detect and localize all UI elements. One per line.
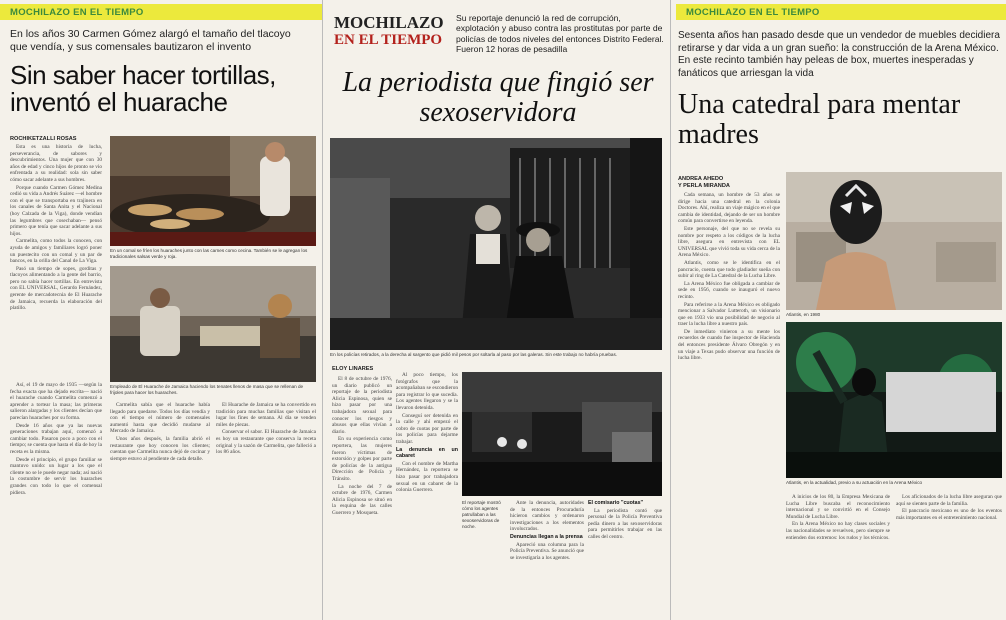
- photo-caption: Empleado de El Huarache de Jamaica haciendo los tenates llenos de masa que se rellenan de frijoles para hacer los huaraches.: [110, 384, 304, 395]
- paragraph: Desde 16 años que ya las nuevas generaciones trabajan aquí, comenzó a cambiar todo. Pasaron poco a poco con el tiempo; se cuenta que hasta el día de hoy la receta es la misma.: [10, 422, 102, 455]
- paragraph: Carmelita sabía que el huarache había llegado para quedarse. Todos los días vendía y con el tiempo el número de comensales aumentó hasta que decidió mudarse al Mercado de Jamaica.: [110, 402, 210, 435]
- body-column: [332, 376, 392, 620]
- paragraph: Pasó un tiempo de sopes, gorditas y tlacoyos alimentando a la gente del barrio, pero no sabía hacer tortillas. En entrevista con EL UNIVERSAL, Gerardo Fernández, gerente de mercadotecnia de El Huarache de Jamaica, recuerda la elaboración del platillo.: [10, 265, 102, 312]
- body-column: [216, 402, 316, 620]
- subhead: Denuncias llegan a la prensa: [510, 533, 583, 540]
- body-column: [678, 192, 780, 620]
- paragraph: El 8 de octubre de 1976, un diario publicó un reportaje de la periodista Alicia Espinosa, quien se hizo pasar por una trabajadora sexual para conocer los riesgos y abusos que ellas vivían a diario.: [332, 376, 392, 435]
- body-column: [786, 494, 890, 620]
- paragraph: Apareció una columna para la Policía Preventiva. Se anunció que se investigaría a los agentes.: [510, 541, 584, 561]
- kicker-bar: [676, 4, 1006, 20]
- paragraph: La periodista contó que personal de la Policía Preventiva pedía dinero a las sexoservidoras para permitirles trabajar en las calles del centro.: [588, 507, 662, 540]
- subhead: El comisario "cuotas": [588, 500, 644, 506]
- column-divider: [670, 0, 671, 620]
- article-deck: En los años 30 Carmen Gómez alargó el tamaño del tlacoyo que vendía, y sus comensales bautizaron el invento: [10, 28, 291, 53]
- body-column: [588, 500, 662, 620]
- paragraph: Así, el 19 de mayo de 1935 —según la fecha exacta que ha dejado escrita— nació el huarache cuando Carmelita comenzó a aprender a tortear la masa; las primeras salieron alargadas y los clientes decían que parecían huaraches por su forma.: [10, 382, 102, 421]
- paragraph: Desde el principio, el grupo familiar se mantuvo unido: un lugar a los que el cliente no se le puede negar nada; así nació la costumbre de servir los huaraches grandes con todo lo que el comensal pidiera.: [10, 456, 102, 496]
- paragraph: Conservar el sabor. El Huarache de Jamaica es hoy un restaurante que conserva la receta original y la sazón de Carmelita, que falleció a los 86 años.: [216, 429, 316, 456]
- body-column: [10, 382, 102, 620]
- body-column: [110, 402, 210, 620]
- paragraph: Al poco tiempo, los fotógrafos que la acompañaban se escondieron para registrar lo que sucedía. Los agentes llegaron y se la llevaron detenida.: [396, 372, 458, 411]
- byline: ELOY LINARES: [332, 366, 374, 372]
- paragraph: Atlantis, como se le identifica en el pancracio, cuenta que todo gladiador sueña con subir al ring de La Catedral de la Lucha Libre.: [678, 259, 780, 280]
- paragraph: Para referirse a la Arena México es obligado mencionar a Salvador Lutteroth, un visionario que en 1933 vio una posibilidad de negocio al traer la lucha libre a nuestro país.: [678, 301, 780, 328]
- paragraph: El Huarache de Jamaica se ha convertido en tradición para muchas familias que visitan el lugar los fines de semana. Al día se venden miles de piezas.: [216, 402, 316, 428]
- article-headline: Una catedral para mentar madres: [678, 89, 961, 150]
- article-headline: La periodista que fingió ser sexoservidora: [342, 67, 654, 128]
- section-kicker: MOCHILAZO EN EL TIEMPO: [686, 6, 820, 18]
- paragraph: Con el nombre de Martha Hernández, la reportera se hizo pasar por trabajadora sexual en un cabaret de la colonia Guerrero.: [396, 460, 458, 494]
- kicker-bar: [0, 4, 322, 20]
- photo-atlantis-arena: [786, 322, 1002, 478]
- paragraph: Cada semana, un hombre de 53 años se dirige hacia una catedral en la colonia Doctores. Ahí, realiza un viaje mágico en el que cambia de identidad, dejando de ser un hombre común para convertirse en leyenda.: [678, 192, 780, 225]
- byline: ROCHIKETZALLI ROSAS: [10, 136, 77, 142]
- body-column: [10, 144, 102, 380]
- paragraph: A inicios de los 80, la Empresa Mexicana de Lucha Libre buscaba el reconocimiento internacional y se convirtió en el Consejo Mundial de Lucha Libre.: [786, 494, 890, 520]
- kicker-line-2: EN EL TIEMPO: [334, 32, 443, 48]
- paragraph: Unos años después, la familia abrió el restaurante que hoy conocen los clientes; cuentan que Carmelita nunca dejó de cocinar y siempre estuvo al pendiente de cada detalle.: [110, 435, 210, 462]
- photo-comal-cooking: [110, 136, 316, 246]
- paragraph: De inmediato vinieron a su mente los recuerdos de cuando fue inspector de Hacienda del entonces presidente Álvaro Obregón y en un viaje a Texas pudo observar una función de lucha libre.: [678, 328, 780, 362]
- photo-caption: El reportaje mostró cómo los agentes patrullaban a las sexoservidoras de noche.: [462, 500, 501, 529]
- section-kicker: MOCHILAZO EN EL TIEMPO: [10, 6, 144, 18]
- body-column: [396, 372, 458, 620]
- photo-caption: Atlantis, en 1980: [786, 312, 821, 317]
- article-headline: Sin saber hacer tortillas, inventó el huarache: [10, 60, 276, 117]
- paragraph: Carmelita, como todos la conocen, con ayuda de amigos y familiares logró poner un puestecito con un comal y un par de bancos, en la orilla del Canal de La Viga.: [10, 238, 102, 265]
- article-periodista: [324, 0, 668, 620]
- article-deck: Su reportaje denunció la red de corrupción, explotación y abuso contra las prostitutas por parte de policías de todos niveles del entonces Distrito Federal. Fueron 12 horas de pesadilla: [456, 13, 664, 55]
- subhead: La denuncia en un cabaret: [396, 446, 458, 460]
- paragraph: Los aficionados de la lucha libre aseguran que aquí se sienten parte de la familia.: [896, 494, 1002, 507]
- byline: Y PERLA MIRANDA: [678, 183, 730, 189]
- photo-periodista-policias: [330, 138, 662, 350]
- byline: ANDREA AHEDO: [678, 176, 724, 182]
- paragraph: Porque cuando Carmen Gómez Medina cedió su vida a Andrés Suárez —el hombre con el que se transportaba en trajinera en los canales de Santa Anita y el Nacional (hoy Calzada de la Viga), donde vendían las legumbres que cosechaban— pensó primero que tenía que sacar adelante a sus hijos.: [10, 184, 102, 237]
- paragraph: En la Arena México no hay clases sociales y las nacionalidades se revuelven, pero siempre se entienden dos extremos: los rudos y los técnicos.: [786, 521, 890, 541]
- photo-caption: En un comal se fríen los huaraches junto con las carnes como cecina. También se le agregan los tradicionales salsas verde y roja.: [110, 248, 308, 259]
- body-column: [896, 494, 1002, 620]
- paragraph: Ante la denuncia, autoridades de la entonces Procuraduría hicieron cambios y ordenaron investigaciones a los elementos involucrados.: [510, 500, 584, 533]
- paragraph: En su experiencia como reportera, las mujeres fueron víctimas de extorsión y golpes por parte de policías de la antigua Dirección de Policía y Tránsito.: [332, 436, 392, 482]
- photo-night-street: [462, 372, 662, 496]
- photo-caption: Atlantis, en la actualidad, previo a su actuación en la Arena México: [786, 480, 923, 485]
- photo-employee-tenates: [110, 266, 316, 382]
- body-column: [510, 500, 584, 620]
- paragraph: La Arena México fue obligada a cambiar de sede en 1956, cuando se inauguró el nuevo recinto.: [678, 280, 780, 300]
- kicker-logo: [334, 14, 444, 64]
- paragraph: Conseguí ser detenida en la calle y ahí empezó el cobro de cuotas por parte de los policías para dejarme trabajar.: [396, 412, 458, 445]
- column-divider: [322, 0, 323, 620]
- article-deck: Sesenta años han pasado desde que un vendedor de muebles decidiera retirarse y dar vida a un gran sueño: la construcción de la Arena México. En este recinto también hay peleas de box, muertes inesperadas y fanáticos que arriesgan la vida: [678, 30, 1000, 79]
- paragraph: La noche del 7 de octubre de 1976, Carmen Alicia Espinosa se situó en la esquina de las calles Guerrero y Mosqueta.: [332, 483, 392, 516]
- paragraph: Este personaje, del que no se revela su nombre por respeto a los códigos de la lucha libre, asegura en entrevista con EL UNIVERSAL que vivió toda su vida cerca de la Arena México.: [678, 225, 780, 259]
- photo-caption: En los policías retirados, a la derecha al sargento que pidió mil pesos por soltarla al paso por las galeras. Sin este trabajo no habría pruebas.: [330, 352, 618, 357]
- article-huarache: [0, 0, 322, 620]
- paragraph: El pancracio mexicano es uno de los eventos más importantes en el entretenimiento nacional.: [896, 508, 1002, 521]
- kicker-line-1: MOCHILAZO: [334, 13, 444, 32]
- photo-atlantis-1980: [786, 172, 1002, 310]
- paragraph: Esta es una historia de lucha, perseverancia, de sabores y descubrimientos. Una mujer que con 30 años de edad y cinco hijos de pronto se vio enfrentada a su realidad: sola sin saber cómo sacar adelante a sus hombres.: [10, 144, 102, 183]
- article-arena-mexico: [672, 0, 1006, 620]
